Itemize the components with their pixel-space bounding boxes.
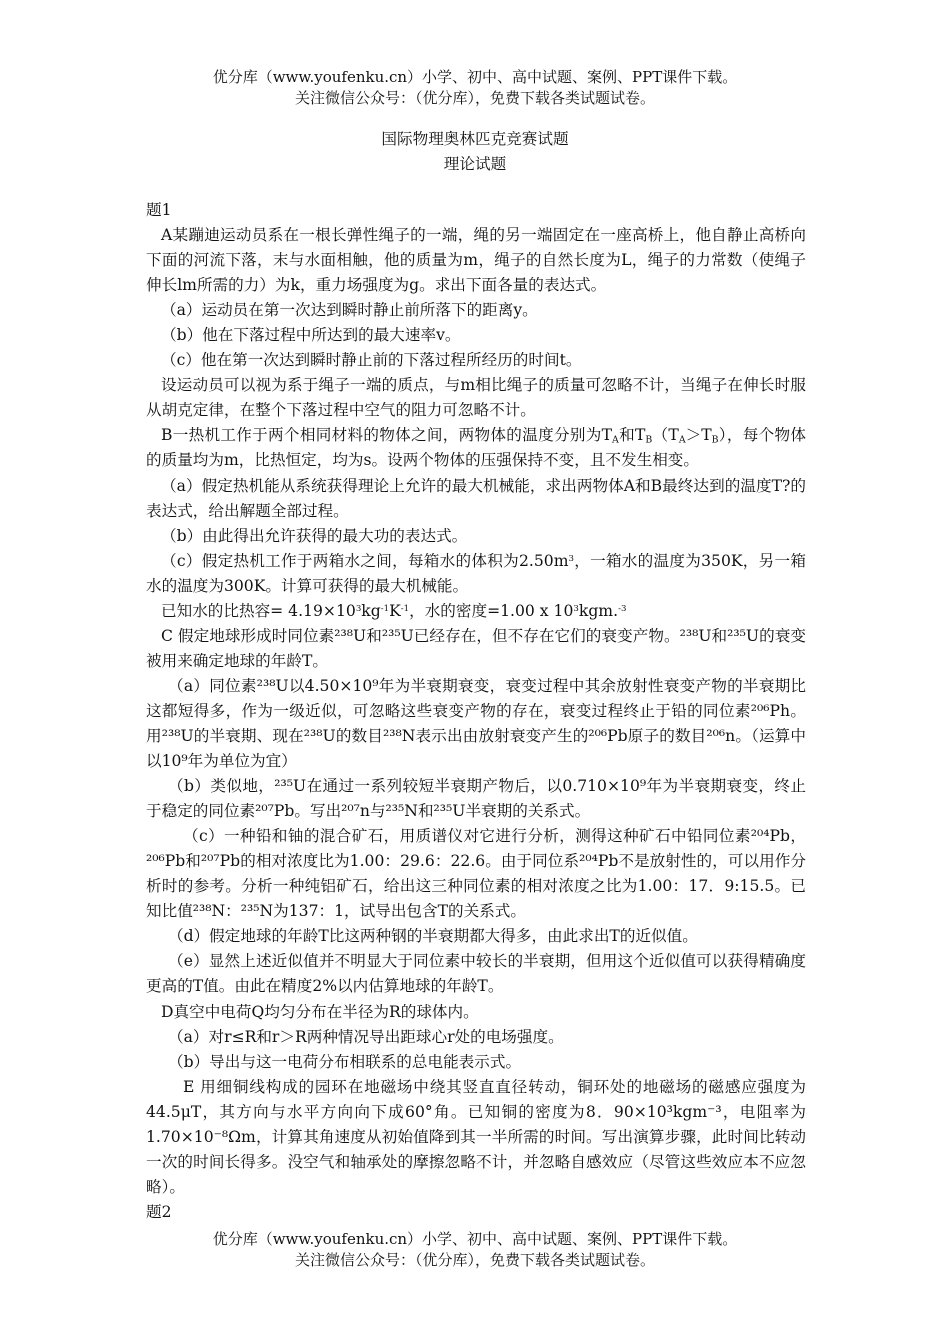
part-a-item-a: （a）运动员在第一次达到瞬时静止前所落下的距离y。	[161, 301, 538, 320]
part-a-item-b: （b）他在下落过程中所达到的最大速率v。	[161, 326, 461, 345]
title-block	[0, 127, 950, 177]
known-text-2: kg	[361, 601, 381, 620]
document-body	[146, 198, 806, 1225]
known-sup-2: -1	[380, 603, 390, 614]
part-b-intro-text-3: （T	[652, 426, 679, 445]
part-b-intro-text-2: 和T	[618, 426, 646, 445]
known-sup-4: 3	[573, 603, 579, 614]
part-b-intro-text-4: ＞T	[685, 426, 712, 445]
part-b-intro-text-1: B一热机工作于两个相同材料的物体之间，两物体的温度分别为T	[161, 426, 613, 445]
header-line-1: 优分库（www.youfenku.cn）小学、初中、高中试题、案例、PPT课件下载。	[212, 68, 738, 86]
part-e-text: E 用细铜线构成的园环在地磁场中绕其竖直直径转动，铜环处的地磁场的磁感应强度为44.5μT，其方向与水平方向向下成60°角。已知铜的密度为8．90×10³kgm⁻³，电阻率为1.70×10⁻⁸Ωm，计算其角速度从初始值降到其一半所需的时间。写出演算步骤，此时间比转动一次的时间长得多。没空气和轴承处的摩擦忽略不计，并忽略自感效应（尽管这些效应本不应忽略）。	[146, 1077, 806, 1196]
known-sup-3: -1	[400, 603, 410, 614]
part-d-item-b: （b）导出与这一电荷分布相联系的总电能表示式。	[168, 1052, 522, 1071]
part-a-item-c: （c）他在第一次达到瞬时静止前的下落过程所经历的时间t。	[161, 351, 582, 370]
header-line-2: 关注微信公众号：（优分库），免费下载各类试题试卷。	[294, 89, 655, 107]
footer-banner	[0, 1229, 950, 1271]
part-c-item-e: （e）显然上述近似值并不明显大于同位素中较长的半衰期，但用这个近似值可以获得精确度更高的T值。由此在精度2%以内估算地球的年龄T。	[146, 952, 806, 996]
superscript-3: 3	[568, 553, 574, 564]
part-c-item-a: （a）同位素²³⁸U以4.50×10⁹年为半衰期衰变，衰变过程中其余放射性衰变产物的半衰期比这都短得多，作为一级近似，可忽略这些衰变产物的存在，衰变过程终止于铅的同位素²⁰⁶Ph。用²³⁸U的半衰期、现在²³⁸U的数目²³⁸N表示出由放射衰变产生的²⁰⁶Pb原子的数目²⁰⁶n。（运算中以10⁹年为单位为宜）	[146, 676, 806, 771]
part-b-intro	[146, 423, 806, 473]
known-text-3: K	[389, 601, 401, 620]
part-c-item-d: （d）假定地球的年龄T比这两种钢的半衰期都大得多，由此求出T的近似值。	[168, 927, 698, 946]
known-text-1: 已知水的比热容= 4.19×10	[161, 601, 356, 620]
question-1-heading: 题1	[146, 201, 172, 219]
part-a-note: 设运动员可以视为系于绳子一端的质点，与m相比绳子的质量可忽略不计，当绳子在伸长时服从胡克定律，在整个下落过程中空气的阻力可忽略不计。	[146, 376, 806, 420]
part-c-intro: C 假定地球形成时同位素²³⁸U和²³⁵U已经存在，但不存在它们的衰变产物。²³⁸U和²³⁵U的衰变被用来确定地球的年龄T。	[146, 626, 806, 670]
subscript-a-2: A	[678, 434, 686, 446]
known-sup-1: 3	[355, 603, 362, 614]
part-b-known-values	[146, 599, 806, 624]
part-c-item-c: （c）一种铅和铀的混合矿石，用质谱仪对它进行分析，测得这种矿石中铅同位素²⁰⁴Pb，²⁰⁶Pb和²⁰⁷Pb的相对浓度比为1.00：29.6：22.6。由于同位系²⁰⁴Pb不是放射性的，可以用作分析时的参考。分析一种纯铝矿石，给出这三种同位素的相对浓度之比为1.00：17．9:15.5。已知比值²³⁸N：²³⁵N为137：1，试导出包含T的关系式。	[146, 827, 806, 921]
part-b-item-c-text-2: ，一箱水的温度为350K，另一箱水的温度为300K。计算可获得的最大机械能。	[146, 551, 806, 595]
header-banner	[0, 67, 950, 109]
part-a-intro: A某蹦迪运动员系在一根长弹性绳子的一端，绳的另一端固定在一座高桥上，他自静止高桥向下面的河流下落，末与水面相触，他的质量为m，绳子的自然长度为L，绳子的力常数（使绳子伸长lm所需的力）为k，重力场强度为g。求出下面各量的表达式。	[146, 226, 806, 295]
part-b-item-c-text-1: （c）假定热机工作于两箱水之间，每箱水的体积为2.50m	[161, 551, 569, 570]
subscript-a: A	[612, 434, 619, 446]
known-sup-5: -3	[618, 603, 627, 614]
part-b-item-a: （a）假定热机能从系统获得理论上允许的最大机械能，求出两物体A和B最终达到的温度T?的表达式，给出解题全部过程。	[146, 476, 806, 520]
document-title: 国际物理奥林匹克竞赛试题	[381, 130, 569, 148]
part-d-item-a: （a）对r≤R和r＞R两种情况导出距球心r处的电场强度。	[168, 1027, 564, 1046]
document-subtitle: 理论试题	[443, 155, 507, 173]
part-b-item-c	[146, 549, 806, 599]
footer-line-1: 优分库（www.youfenku.cn）小学、初中、高中试题、案例、PPT课件下载。	[212, 1230, 738, 1248]
known-text-4: ，水的密度=1.00 x 10	[409, 601, 574, 620]
question-2-heading: 题2	[146, 1202, 172, 1221]
part-d-intro: D真空中电荷Q均匀分布在半径为R的球体内。	[161, 1002, 479, 1021]
part-b-intro-text-5: ），每个物体的质量均为m，比热恒定，均为s。设两个物体的压强保持不变，且不发生相变。	[146, 426, 806, 470]
part-b-item-b: （b）由此得出允许获得的最大功的表达式。	[161, 526, 468, 545]
subscript-b: B	[645, 434, 653, 446]
subscript-b-2: B	[711, 434, 719, 446]
part-c-item-b: （b）类似地，²³⁵U在通过一系列较短半衰期产物后，以0.710×10⁹年为半衰期衰变，终止于稳定的同位素²⁰⁷Pb。写出²⁰⁷n与²³⁵N和²³⁵U半衰期的关系式。	[146, 777, 806, 821]
footer-line-2: 关注微信公众号：（优分库），免费下载各类试题试卷。	[294, 1251, 655, 1269]
known-text-5: kgm.	[578, 601, 619, 620]
